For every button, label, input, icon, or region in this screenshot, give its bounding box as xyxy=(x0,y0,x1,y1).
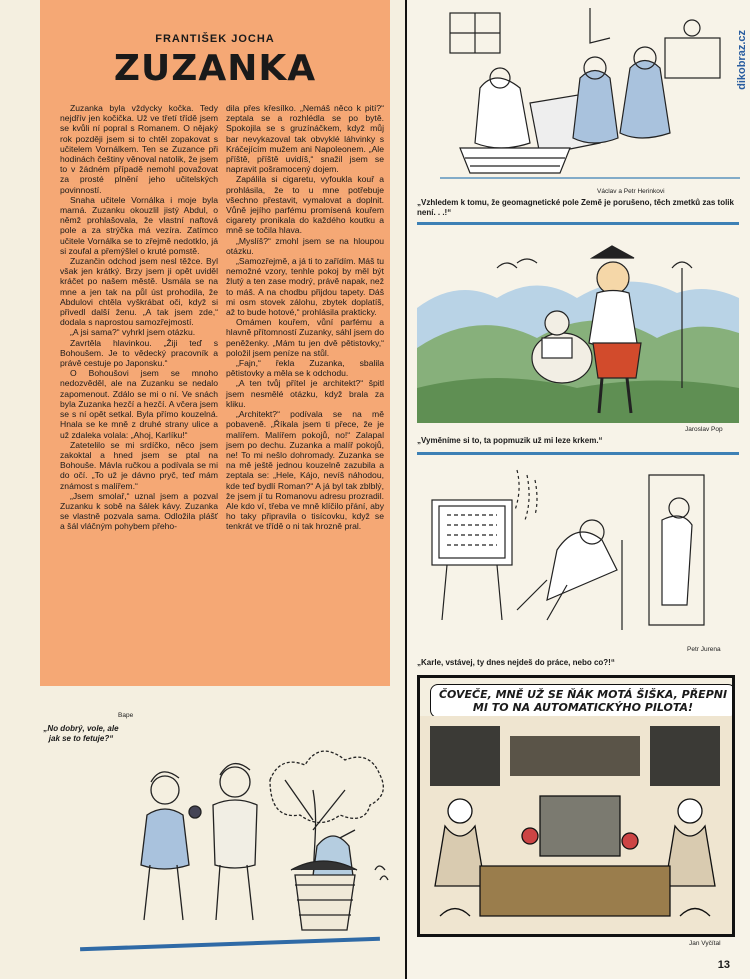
paragraph: Omámen kouřem, vůní parfému a hlavně přítomností Zuzanky, sáhl jsem do peněženky. „Mám tu jen dvě pětistovky,“ položil jsem peníze na stůl. xyxy=(226,317,384,358)
cartoon-3-illustration xyxy=(417,460,739,630)
cartoon-left-illustration xyxy=(95,720,395,950)
story-column-2 xyxy=(226,103,384,532)
story-column-1 xyxy=(60,103,218,532)
paragraph: Zuzančin odchod jsem nesl těžce. Byl však jen krátký. Brzy jsem ji opět uviděl kráčet po našem městě. Usmála se na mne a jen tak na půl úst prohodila, že Abdulovi chtěla vyškrábat oči, když si přivedl další ženu. „A tak jsem zde,“ dodala s naprostou samozřejmostí. xyxy=(60,256,218,328)
cartoon-2-credit: Jaroslav Pop xyxy=(685,426,723,433)
story-box xyxy=(40,0,390,686)
paragraph: „Fajn,“ řekla Zuzanka, sbalila pětistovky a měla se k odchodu. xyxy=(226,358,384,379)
paragraph: Snaha učitele Vornálka i moje byla marná. Zuzanku okouzlil jistý Abdul, o němž prohlašovala, že vlastní naftová pole a za strýčka má vezíra. Zatímco učitele Vornálka se to zřejmě nedotklo, já si zoufal a přemýšlel o kruté pomstě. xyxy=(60,194,218,256)
cartoon-1-illustration xyxy=(440,8,740,183)
paragraph: Zuzanka byla vždycky kočka. Tedy nejdřív jen kočička. Už ve třetí třídě jsem se kvůli ní popral s Romanem. O nějaký rok později jsem si to chtěl zopakovat s učitelem Vornálkem. Ten se Zuzance při hodinách češtiny věnoval natolik, že jsem to v žádném případě nemohl považovat za prosté plnění jeho učitelských povinností. xyxy=(60,103,218,195)
rule-2 xyxy=(417,452,739,455)
paragraph: „Samozřejmě, a já ti to zařídím. Máš tu nemožné vzory, tenhle pokoj by měl být žlutý a ten zase modrý, právě napak, než to máš. A na chodbu přijdou tapety. Dáš mi osm stovek zálohu, zbytek doplatíš, až to bude hotové,“ prohlásila prakticky. xyxy=(226,256,384,318)
paragraph: O Bohoušovi jsem se mnoho nedozvěděl, ale na Zuzanku se nedalo zapomenout. Zdálo se mi o ní. Ve snách byla Zuzanka hezčí a hezčí. A včera jsem se s ní opět setkal. Byla přímo kouzelná. Hnala se ke mně z druhé strany ulice a už zdaleka volala: „Ahoj, Karlíku!“ xyxy=(60,368,218,440)
paragraph: „A jsi sama?“ vyhrkl jsem otázku. xyxy=(70,327,196,338)
paragraph: „A ten tvůj přítel je architekt?“ špitl jsem nesmělé otázku, když brala za kliku. xyxy=(226,378,384,409)
rule-1 xyxy=(417,222,739,225)
cartoon-4-illustration xyxy=(420,716,732,934)
cartoon-3-caption: „Karle, vstávej, ty dnes nejdeš do práce, nebo co?!“ xyxy=(417,658,615,667)
paragraph: „Myslíš?“ zmohl jsem se na hloupou otázku. xyxy=(226,235,384,256)
paragraph: Zapálila si cigaretu, vyfoukla kouř a prohlásila, že to u mne potřebuje všechno přestavit, vymalovat a doplnit. Vůně jejího parfému promísená kouřem cigarety pronikala do každého koutku a mně se točila hlava. xyxy=(226,174,384,236)
cartoon-2-illustration xyxy=(417,228,739,423)
cartoon-2-caption: „Vyměníme si to, ta popmuzik už mi leze krkem.“ xyxy=(417,436,603,445)
cartoon-4-credit: Jan Vyčítal xyxy=(689,940,721,947)
paragraph: Zavrtěla hlavinkou. „Žiji teď s Bohoušem. Je to vědecký pracovník a právě cestuje po Japonsku.“ xyxy=(60,337,218,369)
paragraph: dila přes křesílko. „Nemáš něco k pití?“ zeptala se a rozhlédla se po bytě. Spokojila se s gruzínáčkem, když můj bar nevykazoval tak obvyklé láhvinky s Kráčejícím mužem ani Napoleonem. „Ale příště, příště uvidíš,“ snažil jsem se napravit pošramocený dojem. xyxy=(226,103,384,175)
cartoon-4-frame xyxy=(417,675,735,937)
story-title: ZUZANKA xyxy=(113,48,317,89)
cartoon-1-credit: Václav a Petr Herinkovi xyxy=(597,188,665,195)
cartoon-left-caption: „No dobrý, vole, ale jak se to fetuje?“ xyxy=(43,724,119,743)
cartoon-3-credit: Petr Jurena xyxy=(687,646,721,653)
story-author: FRANTIŠEK JOCHA xyxy=(155,33,275,45)
paragraph: „Jsem smolař,“ uznal jsem a pozval Zuzanku k sobě na šálek kávy. Zuzanka se vlastně pozvala sama. Odložila plášť a šál vláčným pohybem přeho- xyxy=(60,490,218,532)
cartoon-4-speech: ČOVEČE, MNĚ UŽ SE ŇÁK MOTÁ ŠIŠKA, PŘEPNI MI TO NA AUTOMATICKÝHO PILOTA! xyxy=(430,684,735,718)
right-page xyxy=(407,0,750,979)
paragraph: „Architekt?“ podívala se na mě pobaveně. „Říkala jsem ti přece, že je malířem. Malířem pokojů, no!“ Zalapal jsem po dechu. Zuzanka a malíř pokojů, ne! To mi nešlo dohromady. Zuzanka se na mě ještě jednou kouzelně zazubila a zeptala se: „Hele, Kájo, nevíš náhodou, kde teď bydlí Roman?“ A já byl tak zblblý, že jsem jí tu Romanovu adresu prozradil. Ale kdo ví, třeba ve mně klíčilo přání, aby ho taky připravila o tisícovku, když se tenkrát ve třídě o ni tak hrozně pral. xyxy=(226,409,384,532)
paragraph: Zatetelilo se mi srdíčko, něco jsem zakoktal a hned jsem se ptal na Bohouše. Mávla ručkou a podívala se mi do očí. „To už je dávno pryč, teď mám známost s malířem.“ xyxy=(60,439,218,491)
cartoon-left-credit: Bape xyxy=(118,712,134,719)
page-number: 13 xyxy=(717,959,730,971)
cartoon-1-caption: „Vzhledem k tomu, že geomagnetické pole Země je porušeno, těch zmetků zas tolik není. . .!“ xyxy=(417,198,734,217)
watermark: dikobraz.cz xyxy=(736,30,748,90)
